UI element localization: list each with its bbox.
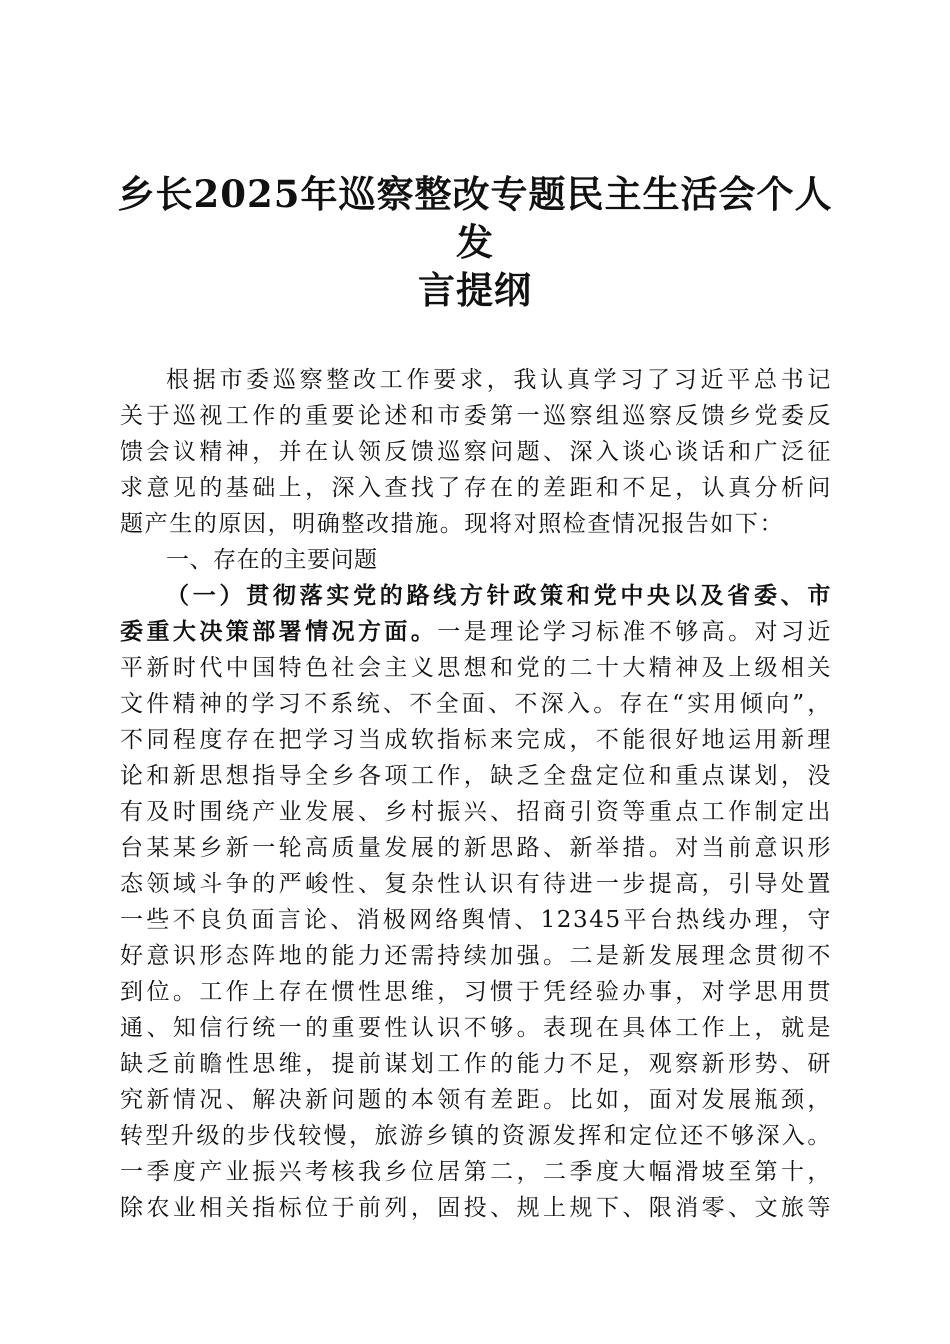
document-title-line-2: 言提纲 <box>418 268 532 312</box>
body-line: 除农业相关指标位于前列，固投、规上规下、限消零、文旅等 <box>120 1195 832 1221</box>
body-line: 有及时围绕产业发展、乡村振兴、招商引资等重点工作制定出 <box>120 799 832 825</box>
section-heading: 一、存在的主要问题 <box>166 547 378 573</box>
subsection-text: 一是理论学习标准不够高。对习近 <box>437 619 833 645</box>
intro-line: 关于巡视工作的重要论述和市委第一巡察组巡察反馈乡党委反 <box>120 403 832 429</box>
body-line: 一季度产业振兴考核我乡位居第二，二季度大幅滑坡至第十， <box>120 1159 832 1185</box>
body-line: 不同程度存在把学习当成软指标来完成，不能很好地运用新理 <box>120 727 832 753</box>
body-line: 台某某乡新一轮高质量发展的新思路、新举措。对当前意识形 <box>120 835 832 861</box>
body-line: 文件精神的学习不系统、不全面、不深入。存在“实用倾向”， <box>120 691 832 717</box>
body-line: 缺乏前瞻性思维，提前谋划工作的能力不足，观察新形势、研 <box>120 1051 832 1077</box>
body-line: 一些不良负面言论、消极网络舆情、12345平台热线办理，守 <box>120 907 832 933</box>
subsection-heading-bold: 委重大决策部署情况方面。 <box>120 618 438 645</box>
intro-line: 根据市委巡察整改工作要求，我认真学习了习近平总书记 <box>166 367 832 393</box>
body-line: 究新情况、解决新问题的本领有差距。比如，面对发展瓶颈， <box>120 1087 832 1113</box>
body-line: 转型升级的步伐较慢，旅游乡镇的资源发挥和定位还不够深入。 <box>120 1123 832 1149</box>
subsection-heading-line-2 <box>120 614 832 650</box>
body-line: 到位。工作上存在惯性思维，习惯于凭经验办事，对学思用贯 <box>120 979 832 1005</box>
intro-line: 求意见的基础上，深入查找了存在的差距和不足，认真分析问 <box>120 475 832 501</box>
intro-line: 题产生的原因，明确整改措施。现将对照检查情况报告如下： <box>120 511 785 537</box>
body-line: 论和新思想指导全乡各项工作，缺乏全盘定位和重点谋划，没 <box>120 763 832 789</box>
body-line: 通、知信行统一的重要性认识不够。表现在具体工作上，就是 <box>120 1015 832 1041</box>
document-title-line-1: 乡长2025年巡察整改专题民主生活会个人发 <box>117 172 833 264</box>
intro-line: 馈会议精神，并在认领反馈巡察问题、深入谈心谈话和广泛征 <box>120 439 832 465</box>
body-line: 平新时代中国特色社会主义思想和党的二十大精神及上级相关 <box>120 655 832 681</box>
subsection-heading-line: （一）贯彻落实党的路线方针政策和党中央以及省委、市 <box>166 582 832 609</box>
body-line: 好意识形态阵地的能力还需持续加强。二是新发展理念贯彻不 <box>120 943 832 969</box>
body-line: 态领域斗争的严峻性、复杂性认识有待进一步提高，引导处置 <box>120 871 832 897</box>
document-body <box>120 362 832 1226</box>
